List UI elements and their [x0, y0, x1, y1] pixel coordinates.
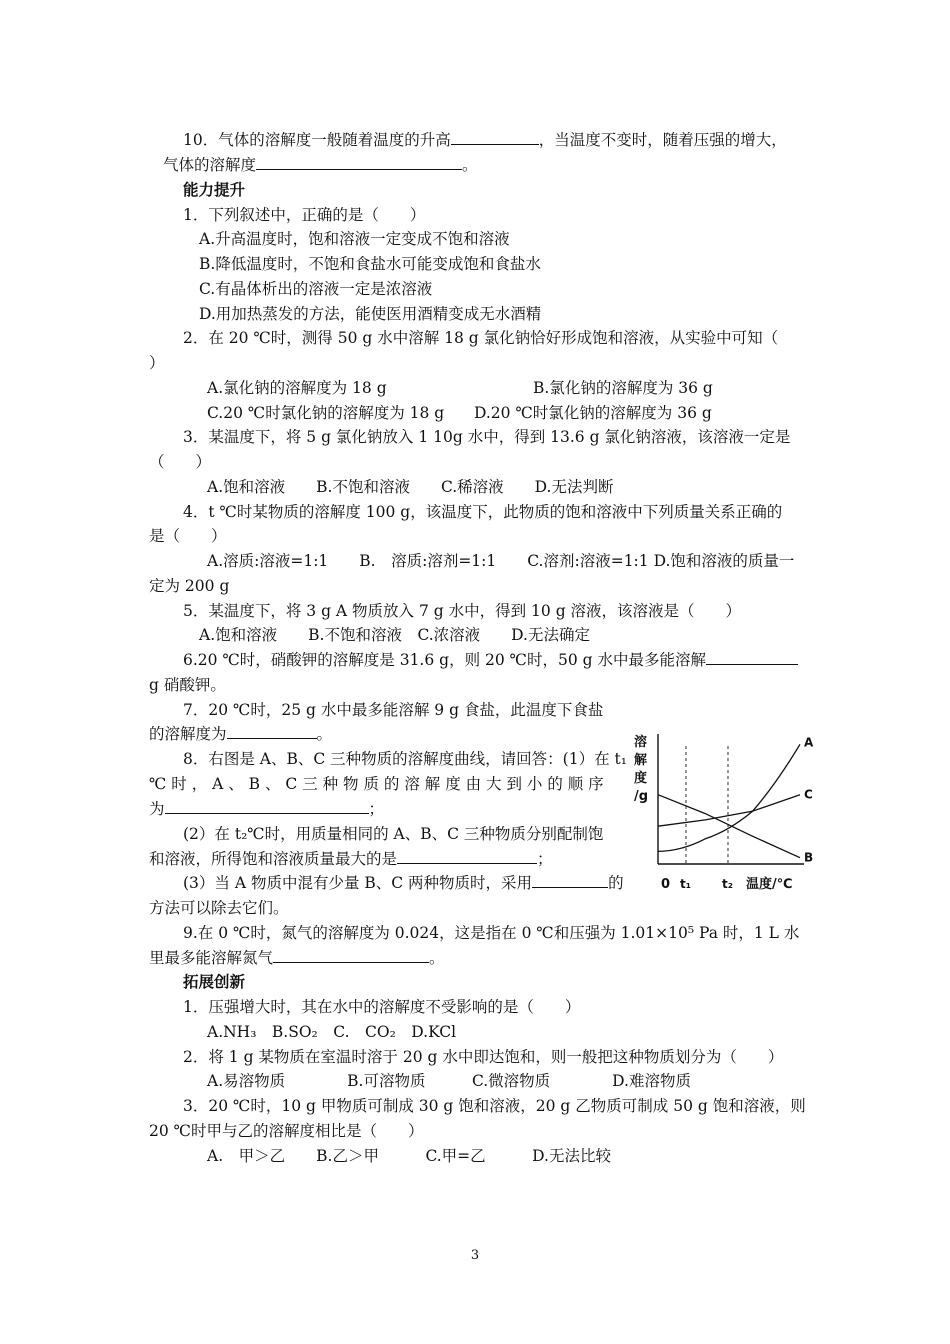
extension-q2-options: A.易溶物质 B.可溶物质 C.微溶物质 D.难溶物质: [207, 1072, 691, 1090]
series-a-label: A: [804, 735, 813, 750]
series-c-label: C: [804, 787, 813, 802]
extension-q3-options: A. 甲＞乙 B.乙＞甲 C.甲=乙 D.无法比较: [207, 1147, 611, 1165]
q10-line1: [183, 128, 787, 152]
ability-q8-line3: [149, 797, 384, 821]
series-a-curve: [658, 744, 800, 851]
extension-q1-options: A.NH₃ B.SO₂ C. CO₂ D.KCl: [207, 1023, 457, 1041]
ability-q8-text-b: ；: [368, 800, 385, 818]
ability-q9-line1: 9.在 0 ℃时，氮气的溶解度为 0.024，这是指在 0 ℃和压强为 1.01×10⁵ Pa 时，1 L 水: [183, 924, 800, 942]
ability-q8-line4: (2）在 t₂℃时，用质量相同的 A、B、C 三种物质分别配制饱: [183, 825, 604, 843]
ability-q8-line2: ℃ 时 ， A 、 B 、 C 三 种 物 质 的 溶 解 度 由 大 到 小 的 顺 序: [149, 775, 604, 793]
q10-text-d: 。: [462, 156, 478, 174]
extension-q3-stem-1: 3．20 ℃时，10 g 甲物质可制成 30 g 饱和溶液，20 g 乙物质可制成 50 g 饱和溶液，则: [183, 1097, 806, 1115]
ability-q8-blank-1: [165, 797, 369, 814]
ability-q4-stem-2: 是（ ）: [149, 527, 227, 545]
ability-q8-line6: [183, 871, 624, 895]
ability-q2-option-d: D.20 ℃时氯化钠的溶解度为 36 g: [474, 404, 712, 422]
ability-q2-option-c: C.20 ℃时氯化钠的溶解度为 18 g: [207, 404, 445, 422]
ability-q1-stem: 1．下列叙述中，正确的是（ ）: [183, 206, 426, 224]
y-label-char-3: 度: [634, 771, 648, 786]
q10-line2: [163, 153, 478, 177]
ability-q9-text-b: 。: [429, 949, 445, 967]
y-axis-label: [634, 734, 648, 804]
ability-q7-text-b: 。: [316, 725, 333, 743]
ability-q4-options-1: A.溶质:溶液=1:1 B. 溶质:溶剂=1:1 C.溶剂:溶液=1:1 D.饱和溶液的质量一: [207, 552, 795, 570]
y-label-char-2: 解: [634, 753, 648, 768]
ability-q2-stem-2: ）: [149, 354, 165, 372]
y-label-char-1: 溶: [634, 735, 648, 750]
ability-q8-blank-2: [397, 847, 537, 864]
x-tick-0: 0: [661, 877, 671, 892]
ability-q9-text-a: 里最多能溶解氮气: [149, 949, 274, 967]
ability-q2-option-b: B.氯化钠的溶解度为 36 g: [533, 379, 713, 397]
ability-q1-option-c: C.有晶体析出的溶液一定是浓溶液: [199, 280, 433, 298]
ability-q8-text-d: ；: [537, 850, 553, 868]
series-c-curve: [658, 795, 800, 827]
extension-q3-stem-2: 20 ℃时甲与乙的溶解度相比是（ ）: [149, 1122, 424, 1140]
q10-blank-2: [256, 153, 462, 170]
ability-q8-line5: [149, 847, 553, 871]
ability-q8-text-f: 的: [608, 874, 624, 892]
ability-q2-stem-1: 2．在 20 ℃时，测得 50 g 水中溶解 18 g 氯化钠恰好形成饱和溶液，从实验中可知（: [183, 329, 779, 347]
section-extension-heading: 拓展创新: [183, 973, 246, 991]
q10-blank-1: [451, 128, 539, 145]
ability-q6-blank: [706, 648, 798, 665]
ability-q3-options: A.饱和溶液 B.不饱和溶液 C.稀溶液 D.无法判断: [207, 478, 614, 496]
ability-q9-line2: [149, 946, 445, 970]
q10-text-c: 气体的溶解度: [163, 156, 257, 174]
ability-q1-option-d: D.用加热蒸发的方法，能使医用酒精变成无水酒精: [199, 305, 542, 323]
ability-q8-line7: 方法可以除去它们。: [149, 899, 289, 917]
ability-q7-blank: [227, 722, 317, 739]
page-number: 3: [470, 1248, 480, 1263]
x-tick-t1: t₁: [680, 877, 691, 891]
ability-q6-line1: [183, 648, 798, 672]
ability-q3-stem-1: 3．某温度下，将 5 g 氯化钠放入 1 10g 水中，得到 13.6 g 氯化钠溶液，该溶液一定是: [183, 428, 791, 446]
ability-q2-option-a: A.氯化钠的溶解度为 18 g: [207, 379, 387, 397]
ability-q6-text: 6.20 ℃时，硝酸钾的溶解度是 31.6 g，则 20 ℃时，50 g 水中最多能溶解: [183, 651, 706, 669]
ability-q4-options-2: 定为 200 g: [149, 577, 230, 595]
section-ability-heading: 能力提升: [183, 181, 246, 199]
x-tick-t2: t₂: [722, 877, 733, 891]
y-label-char-4: /g: [634, 789, 649, 804]
ability-q5-options: A.饱和溶液 B.不饱和溶液 C.浓溶液 D.无法确定: [199, 626, 590, 644]
ability-q5-stem: 5．某温度下，将 3 g A 物质放入 7 g 水中，得到 10 g 溶液，该溶液是（ ）: [183, 602, 742, 620]
ability-q4-stem-1: 4．t ℃时某物质的溶解度 100 g，该温度下，此物质的饱和溶液中下列质量关系正确的: [183, 503, 783, 521]
q10-text-b: ，当温度不变时，随着压强的增大，: [538, 131, 787, 149]
ability-q7-line1: 7．20 ℃时，25 g 水中最多能溶解 9 g 食盐，此温度下食盐: [183, 701, 604, 719]
extension-q2-stem: 2．将 1 g 某物质在室温时溶于 20 g 水中即达饱和，则一般把这种物质划分为（ ）: [183, 1048, 784, 1066]
ability-q8-text-c: 和溶液，所得饱和溶液质量最大的是: [149, 850, 398, 868]
solubility-curve-chart: [628, 724, 813, 899]
ability-q8-line1: 8．右图是 A、B、C 三种物质的溶解度曲线，请回答：(1）在 t₁: [183, 750, 627, 768]
ability-q7-line2: [149, 722, 332, 746]
ability-q1-option-a: A.升高温度时，饱和溶液一定变成不饱和溶液: [199, 230, 510, 248]
ability-q8-text-e: (3）当 A 物质中混有少量 B、C 两种物质时，采用: [183, 874, 533, 892]
ability-q9-blank: [273, 946, 429, 963]
q10-text-a: 10．气体的溶解度一般随着温度的升高: [183, 131, 451, 149]
ability-q7-text-a: 的溶解度为: [149, 725, 227, 743]
ability-q8-text-a: 为: [149, 800, 165, 818]
series-b-label: B: [804, 850, 813, 865]
extension-q1-stem: 1．压强增大时，其在水中的溶解度不受影响的是（ ）: [183, 998, 581, 1016]
ability-q1-option-b: B.降低温度时，不饱和食盐水可能变成饱和食盐水: [199, 255, 541, 273]
ability-q6-line2: g 硝酸钾。: [149, 676, 226, 694]
ability-q3-stem-2: （ ）: [149, 453, 212, 471]
x-axis-label: 温度/℃: [746, 877, 793, 892]
ability-q8-blank-3: [532, 871, 608, 888]
